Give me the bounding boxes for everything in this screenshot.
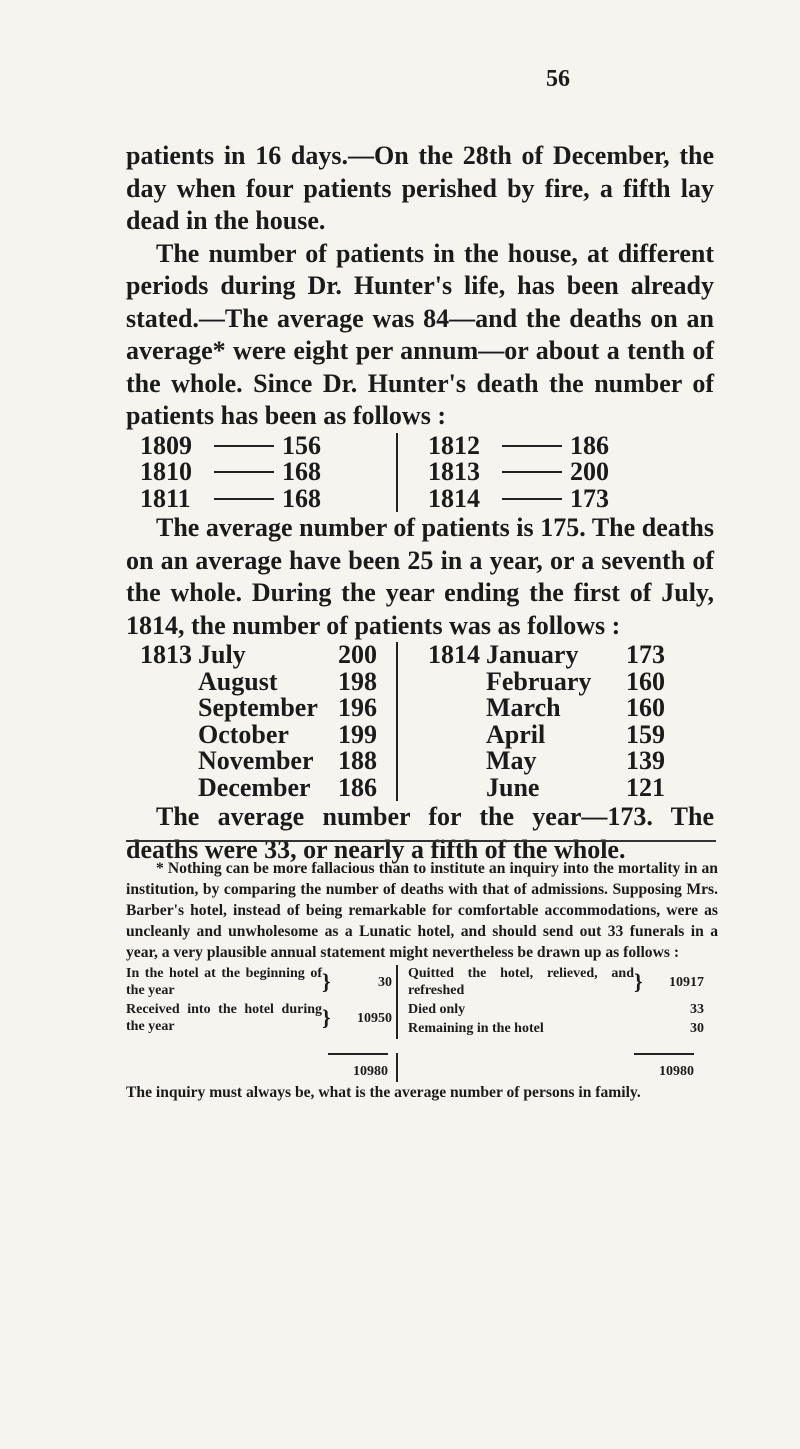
item-label: Quitted the hotel, relieved, and refreshed [408,966,634,998]
month-cell: July [198,640,246,669]
right-total: 10980 [634,1053,694,1082]
footnote-table [126,965,718,1039]
value-cell: 160 [626,693,665,722]
month-cell: November [198,746,314,775]
year-cell [428,669,486,696]
right-total-cell [396,1053,718,1082]
month-cell: March [486,693,561,722]
paragraph-2: The number of patients in the house, at different periods during Dr. Hunter's life, has been already stated.—The average was 84—and the deaths on an average* were eight per annum—or about a tenth of the whole. Since Dr. Hunter's death the number of patients has been as follows : [126,238,714,430]
value-cell: 200 [338,640,377,669]
monthly-table-right [396,642,714,801]
table-row [140,748,396,775]
value-cell: 156 [282,430,321,460]
table-row [428,695,714,722]
list-item [126,1001,396,1035]
item-amount: 33 [690,1002,704,1017]
value-cell: 186 [570,430,609,460]
year-cell: 1813 [140,640,192,669]
table-row [428,748,714,775]
brace-glyph: } [322,1005,331,1030]
yearly-table-right [396,430,714,513]
year-cell [428,695,486,722]
table-row [140,459,396,486]
table-row [428,483,714,513]
year-cell [428,722,486,749]
value-cell: 121 [626,772,665,802]
year-cell: 1814 [428,483,480,513]
dash-rule [502,498,562,500]
table-row [428,719,714,749]
table-row [140,772,396,802]
value-cell: 200 [570,457,609,486]
year-cell: 1811 [140,483,191,513]
page-number: 56 [546,66,570,92]
left-total: 10980 [328,1053,388,1082]
footnote-table-left [126,965,396,1039]
month-cell: September [198,693,318,722]
dash-rule [502,445,562,447]
table-row [140,642,396,669]
table-row [428,430,714,460]
item-amount: 10917 [669,974,704,990]
year-cell [428,775,486,802]
year-cell [140,748,198,775]
value-cell: 173 [626,640,665,669]
value-cell: 188 [338,746,377,775]
table-row [140,483,396,513]
month-cell: January [486,640,579,669]
item-amount: 30 [690,1021,704,1036]
brace-glyph: } [322,969,331,994]
dash-rule [214,498,274,500]
year-cell [428,748,486,775]
item-label: Received into the hotel during the year [126,1002,322,1034]
list-item [126,965,396,999]
left-total-cell [126,1053,396,1082]
paragraph-3: The average number of patients is 175. The deaths on an average have been 25 in a year, or a seventh of the whole. During the year ending the first of July, 1814, the number of patients was as follows : [126,513,714,640]
main-text [126,140,714,866]
value-cell: 139 [626,746,665,775]
paragraph-1: patients in 16 days.—On the 28th of December, the day when four patients perished by fire, a fifth lay dead in the house. [126,141,714,235]
footnote [126,858,718,1103]
footnote-totals [126,1053,718,1082]
footnote-table-right [396,965,718,1039]
value-cell: 196 [338,693,377,722]
month-cell: April [486,719,546,749]
table-row [140,695,396,722]
month-cell: December [198,772,311,802]
year-cell [140,722,198,749]
monthly-table [126,642,714,801]
month-cell: February [486,666,592,696]
year-cell: 1812 [428,430,480,460]
month-cell: October [198,719,289,749]
list-item [408,1020,718,1037]
year-cell [140,775,198,802]
paragraph-4: The average number for the year—173. The deaths were 33, or nearly a fifth of the whole. [126,802,714,864]
year-cell [140,695,198,722]
table-row [428,772,714,802]
year-cell: 1814 [428,640,480,669]
year-cell [140,669,198,696]
month-cell: August [198,666,278,696]
item-label: In the hotel at the beginning of the year [126,966,322,998]
value-cell: 159 [626,719,665,749]
table-row [140,719,396,749]
value-cell: 198 [338,666,377,696]
table-row [140,430,396,460]
item-amount: 30 [378,974,392,990]
brace-glyph: } [634,969,643,994]
yearly-table-left [126,430,396,513]
table-row [428,459,714,486]
footnote-text: * Nothing can be more fallacious than to institute an inquiry into the mortality in an institution, by comparing the number of deaths with that of admissions. Supposing Mrs. Barber's hotel, instead of being remarkable for comfortable accommodations, were as uncleanly and unwholesome as a Lunatic hotel, and should send out 33 funerals in a year, a very plausible annual statement might nevertheless be drawn up as follows : [126,860,718,961]
value-cell: 160 [626,666,665,696]
value-cell: 168 [282,483,321,513]
year-cell: 1809 [140,430,192,460]
month-cell: May [486,746,537,775]
value-cell: 173 [570,483,609,513]
dash-rule [214,445,274,447]
item-label: Remaining in the hotel [408,1021,544,1036]
monthly-table-left [126,642,396,801]
month-cell: June [486,772,540,802]
value-cell: 199 [338,719,377,749]
table-row [428,642,714,669]
item-amount: 10950 [357,1010,392,1026]
value-cell: 168 [282,457,321,486]
dash-rule [214,471,274,473]
list-item [408,965,718,999]
table-row [428,666,714,696]
year-cell: 1813 [428,457,480,486]
yearly-table [126,430,714,513]
year-cell: 1810 [140,457,192,486]
footnote-closing: The inquiry must always be, what is the average number of persons in family. [126,1084,641,1101]
value-cell: 186 [338,772,377,802]
item-label: Died only [408,1002,466,1017]
table-row [140,666,396,696]
list-item [408,1001,718,1018]
dash-rule [502,471,562,473]
footnote-separator [126,840,716,842]
